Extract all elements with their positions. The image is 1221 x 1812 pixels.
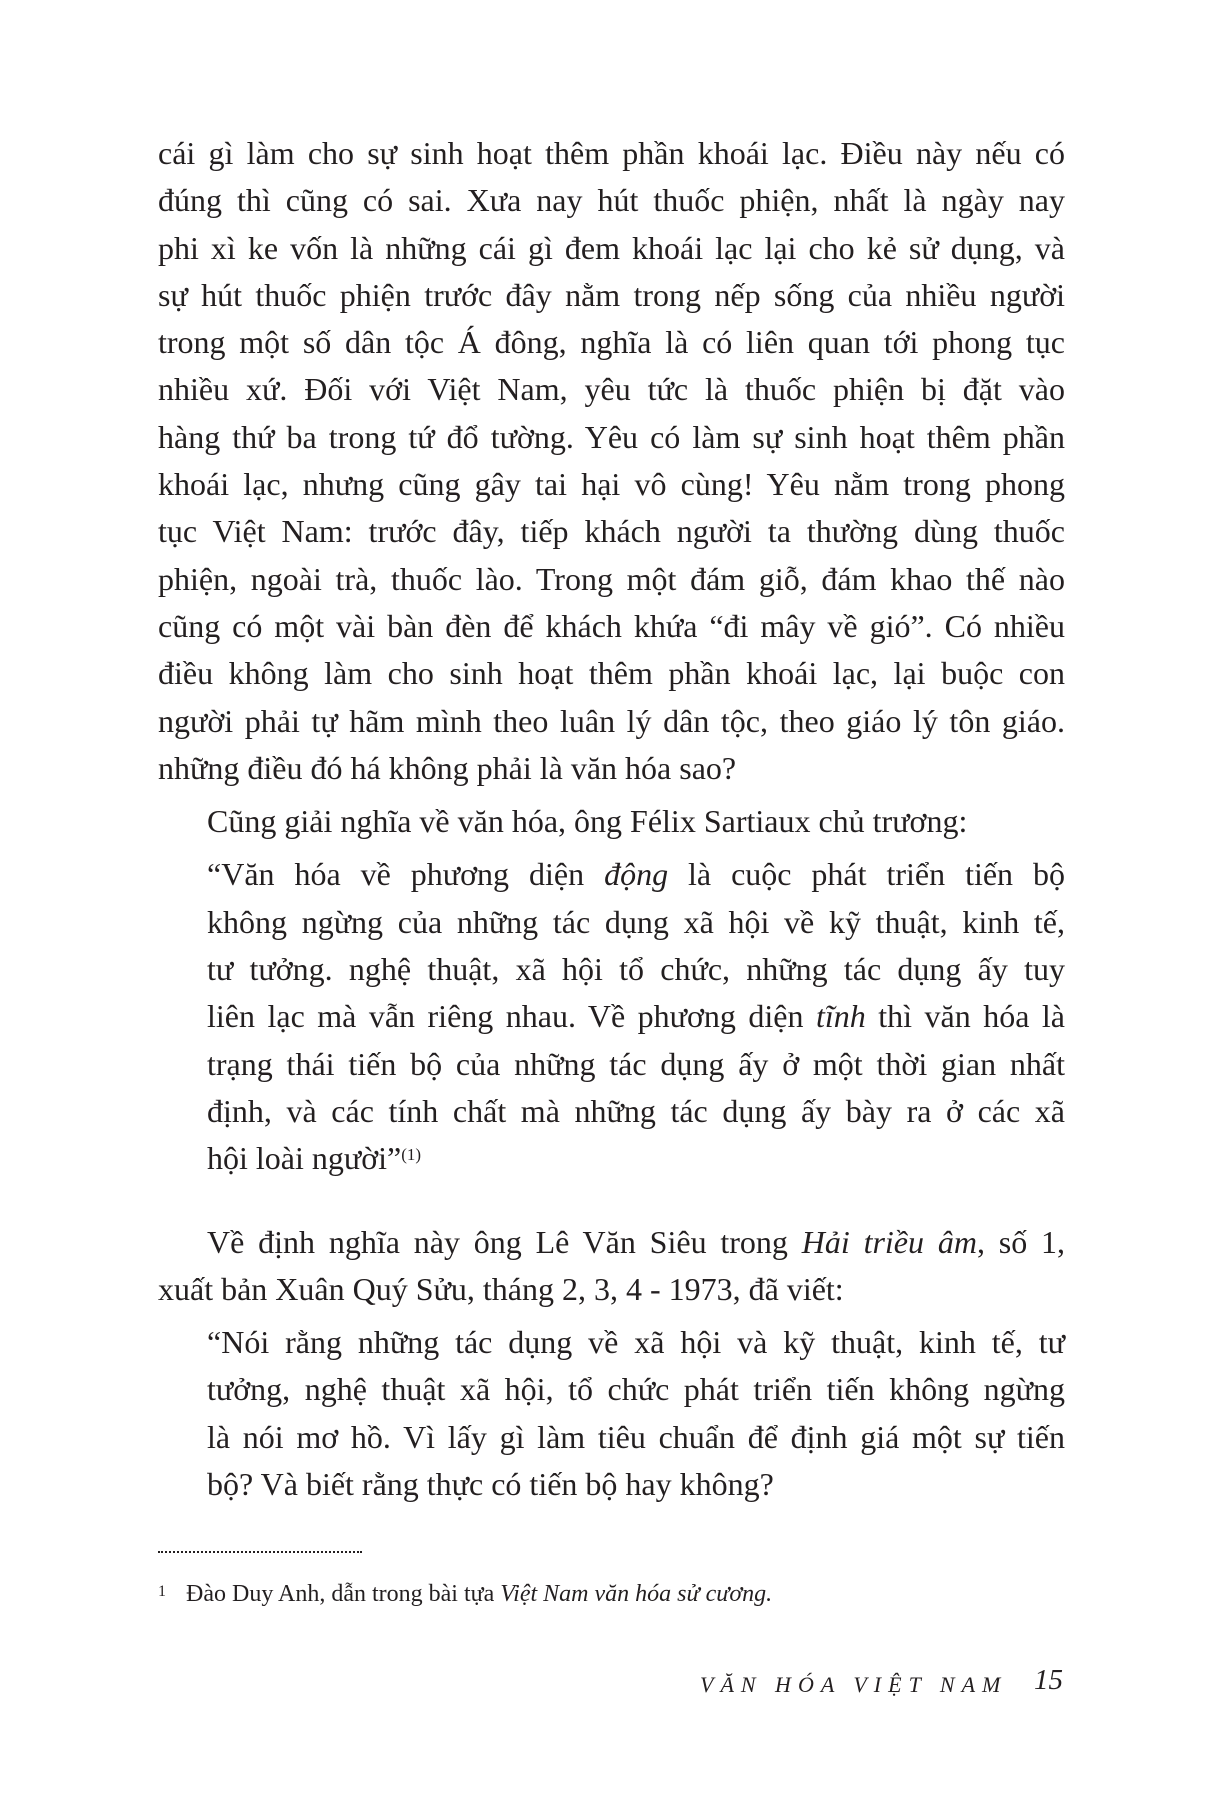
quote-1-line-7: hội loài người”$^{(1)}$	[207, 1140, 422, 1177]
paragraph-1-line-14: những điều đó há không phải là văn hóa sao?	[158, 749, 737, 786]
footnote-separator	[158, 1551, 362, 1553]
italic-hai-trieu-am: Hải triều âm	[801, 1223, 977, 1260]
page-body	[158, 130, 1065, 1508]
paragraph-1-line-10: phiện, ngoài trà, thuốc lào. Trong một đám giỗ, đám khao thế nào	[158, 560, 1065, 597]
paragraph-1-line-5: trong một số dân tộc Á đông, nghĩa là có liên quan tới phong tục	[158, 324, 1065, 361]
quote-1-line-2: không ngừng của những tác dụng xã hội về kỹ thuật, kinh tế,	[207, 903, 1065, 940]
quote-1-line-6: định, và các tính chất mà những tác dụng ấy bày ra ở các xã	[207, 1092, 1065, 1129]
paragraph-1-line-6: nhiều xứ. Đối với Việt Nam, yêu tức là thuốc phiện bị đặt vào	[158, 371, 1065, 408]
paragraph-3-line-2: xuất bản Xuân Quý Sửu, tháng 2, 3, 4 - 1973, đã viết:	[158, 1270, 844, 1307]
paragraph-2: Cũng giải nghĩa về văn hóa, ông Félix Sartiaux chủ trương:	[207, 803, 968, 840]
paragraph-1-line-2: đúng thì cũng có sai. Xưa nay hút thuốc phiện, nhất là ngày nay	[158, 182, 1065, 219]
page-number: 15	[1034, 1664, 1063, 1696]
quote-sartiaux	[158, 851, 1065, 1182]
quote-1-line-3: tư tưởng. nghệ thuật, xã hội tổ chức, những tác dụng ấy tuy	[207, 951, 1065, 988]
running-footer-title: VĂN HÓA VIỆT NAM	[700, 1672, 1008, 1697]
quote-1-line-1: “Văn hóa về phương diện động là cuộc phát triển tiến bộ	[207, 856, 1066, 893]
quote-1-line-5: trạng thái tiến bộ của những tác dụng ấy ở một thời gian nhất	[207, 1045, 1065, 1082]
paragraph-1-line-3: phi xì ke vốn là những cái gì đem khoái lạc lại cho kẻ sử dụng, và	[158, 229, 1065, 266]
quote-2-line-2: tưởng, nghệ thuật xã hội, tổ chức phát triển tiến không ngừng	[207, 1371, 1065, 1408]
paragraph-3	[158, 1219, 1065, 1314]
quote-2-line-4: bộ? Và biết rằng thực có tiến bộ hay không?	[207, 1466, 774, 1503]
paragraph-1-line-7: hàng thứ ba trong tứ đổ tường. Yêu có làm sự sinh hoạt thêm phần	[158, 418, 1065, 455]
italic-dong: động	[604, 856, 669, 893]
quote-2-line-3: là nói mơ hồ. Vì lấy gì làm tiêu chuẩn để định giá một sự tiến	[207, 1418, 1065, 1455]
paragraph-1-line-9: tục Việt Nam: trước đây, tiếp khách người ta thường dùng thuốc	[158, 513, 1065, 550]
paragraph-1-line-13: người phải tự hãm mình theo luân lý dân tộc, theo giáo lý tôn giáo.	[158, 702, 1065, 739]
paragraph-1-line-1: cái gì làm cho sự sinh hoạt thêm phần khoái lạc. Điều này nếu có	[158, 135, 1065, 171]
footnote-book-title: Việt Nam văn hóa sử cương.	[500, 1581, 773, 1607]
paragraph-1-line-12: điều không làm cho sinh hoạt thêm phần khoái lạc, lại buộc con	[158, 655, 1065, 692]
quote-1-line-4: liên lạc mà vẫn riêng nhau. Về phương diện tĩnh thì văn hóa là	[207, 998, 1066, 1035]
paragraph-1	[158, 130, 1065, 792]
paragraph-1-line-11: cũng có một vài bàn đèn để khách khứa “đi mây về gió”. Có nhiều	[158, 607, 1065, 644]
footnote-text: Đào Duy Anh, dẫn trong bài tựa	[186, 1581, 501, 1607]
paragraph-1-line-8: khoái lạc, nhưng cũng gây tai hại vô cùng! Yêu nằm trong phong	[158, 466, 1065, 503]
italic-tinh: tĩnh	[816, 998, 866, 1035]
footnote-reference[interactable]: (1)	[401, 1145, 422, 1165]
paragraph-3-line-1: Về định nghĩa này ông Lê Văn Siêu trong Hải triều âm, số 1,	[207, 1223, 1066, 1260]
quote-le-van-sieu	[158, 1319, 1065, 1508]
quote-2-line-1: “Nói rằng những tác dụng về xã hội và kỹ thuật, kinh tế, tư	[207, 1324, 1065, 1361]
footnote	[158, 1578, 772, 1610]
footnote-number: 1	[158, 1583, 166, 1600]
paragraph-1-line-4: sự hút thuốc phiện trước đây nằm trong nếp sống của nhiều người	[158, 276, 1065, 313]
